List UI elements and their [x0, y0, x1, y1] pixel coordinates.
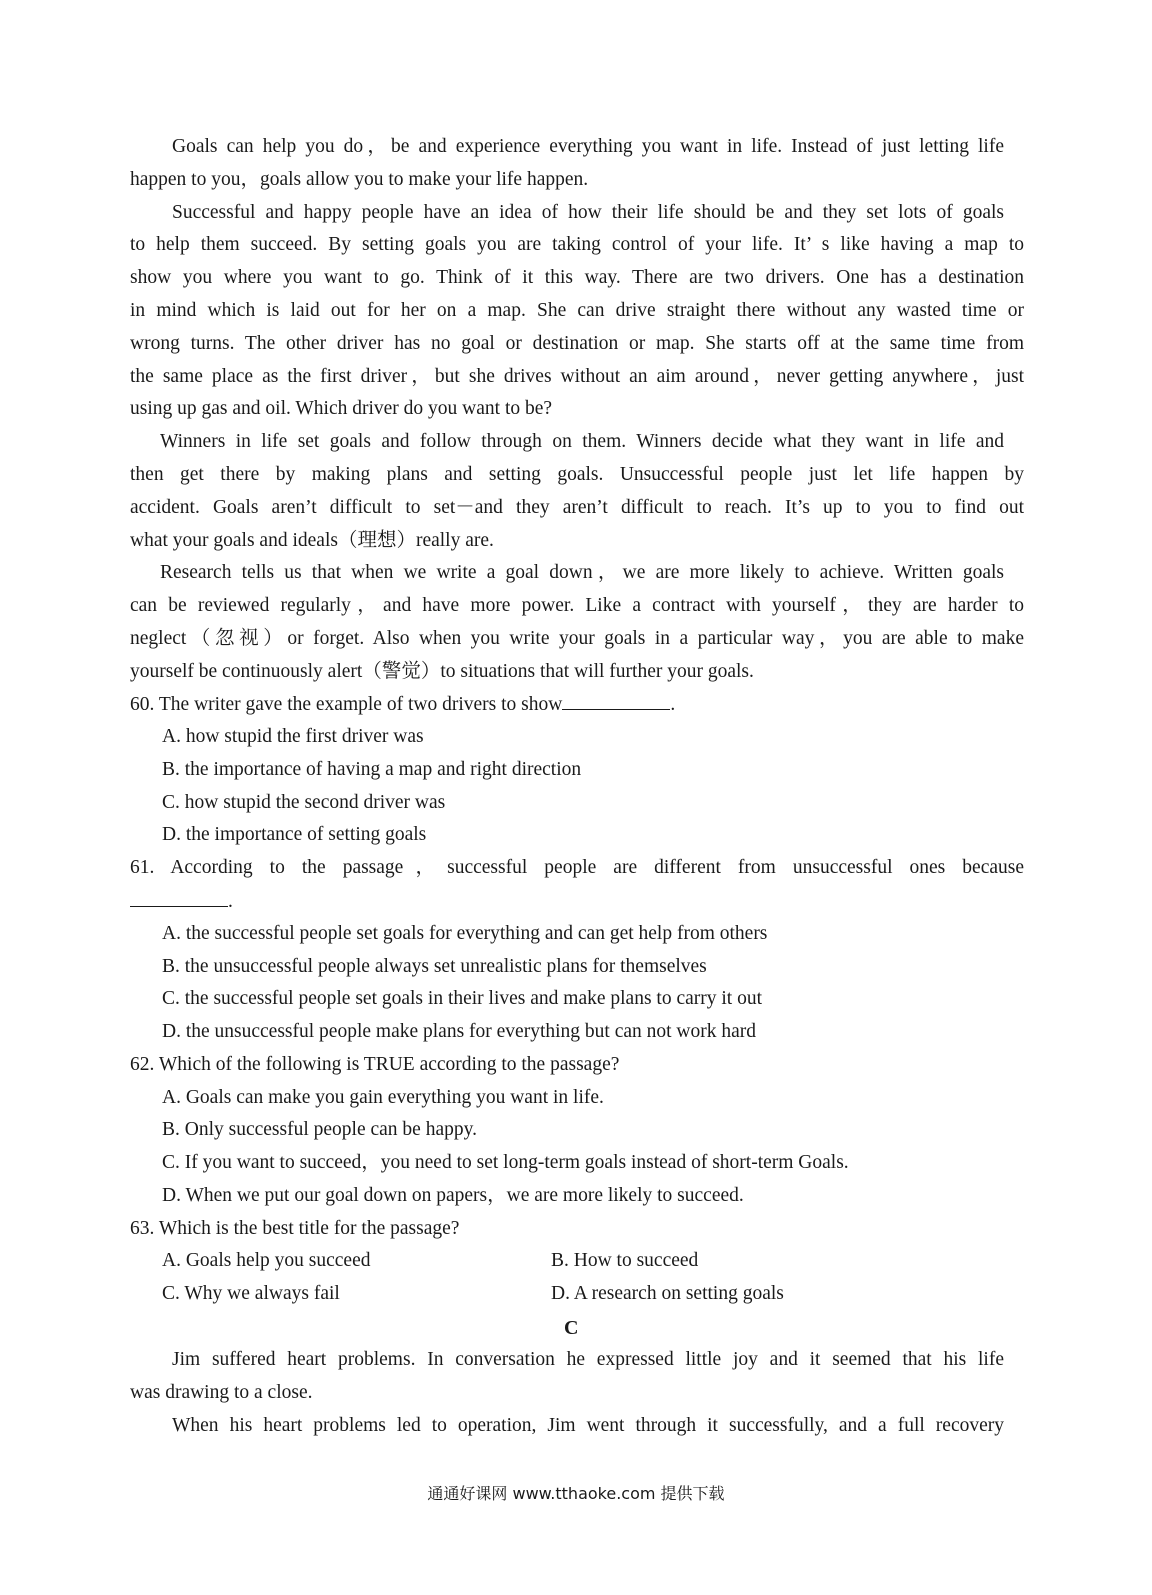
question-61-option-c: C. the successful people set goals in their lives and make plans to carry it out [162, 988, 763, 1009]
question-60-option-b: B. the importance of having a map and right direction [162, 759, 582, 780]
passage-p2-line1: Successful and happy people have an idea of how their life should be and they set lots of goals [172, 202, 1004, 223]
passage-p4-line2: can be reviewed regularly，and have more power. Like a contract with yourself，they are harder to [130, 595, 1024, 616]
question-60-stem: 60. The writer gave the example of two drivers to show . [130, 691, 1024, 718]
question-60-option-a: A. how stupid the first driver was [162, 726, 424, 747]
section-c-p1-line2: was drawing to a close. [130, 1382, 313, 1403]
passage-p1-line1: Goals can help you do，be and experience everything you want in life. Instead of just letting life [172, 136, 1004, 157]
question-62-stem: 62. Which of the following is TRUE according to the passage? [130, 1054, 620, 1075]
passage-p3-line3: accident. Goals aren’t difficult to set－and they aren’t difficult to reach. It’s up to you to find out [130, 497, 1024, 518]
question-61-blank-line: . [130, 888, 1024, 915]
question-63-option-a: A. Goals help you succeed [162, 1250, 371, 1271]
passage-p2-line2: to help them succeed. By setting goals you are taking control of your life. It’ s like having a map to [130, 234, 1024, 255]
passage-p2-line3: show you where you want to go. Think of it this way. There are two drivers. One has a destination [130, 267, 1024, 288]
passage-p2-line6: the same place as the first driver，but she drives without an aim around，never getting anywhere，just [130, 366, 1024, 387]
question-62-option-b: B. Only successful people can be happy. [162, 1119, 477, 1140]
passage-p3-line1: Winners in life set goals and follow through on them. Winners decide what they want in life and [160, 431, 1004, 452]
question-63-option-d: D. A research on setting goals [551, 1283, 784, 1304]
question-60-option-c: C. how stupid the second driver was [162, 792, 446, 813]
passage-p3-line4: what your goals and ideals（理想）really are. [130, 530, 494, 551]
section-c-p1-line1: Jim suffered heart problems. In conversation he expressed little joy and it seemed that his life [172, 1349, 1004, 1370]
passage-p4-line4: yourself be continuously alert（警觉）to situations that will further your goals. [130, 661, 754, 682]
passage-p2-line4: in mind which is laid out for her on a map. She can drive straight there without any wasted time or [130, 300, 1024, 321]
question-61-option-d: D. the unsuccessful people make plans for everything but can not work hard [162, 1021, 757, 1042]
question-62-option-a: A. Goals can make you gain everything you want in life. [162, 1087, 604, 1108]
passage-p4-line1: Research tells us that when we write a goal down，we are more likely to achieve. Written goals [160, 562, 1004, 583]
question-63-option-c: C. Why we always fail [162, 1283, 340, 1304]
question-60-option-d: D. the importance of setting goals [162, 824, 427, 845]
question-61-option-b: B. the unsuccessful people always set unrealistic plans for themselves [162, 956, 707, 977]
question-63-option-b: B. How to succeed [551, 1250, 699, 1271]
section-c-p2-line1: When his heart problems led to operation, Jim went through it successfully, and a full recovery [172, 1415, 1004, 1436]
question-61-stem: 61. According to the passage，successful people are different from unsuccessful ones because [130, 857, 1024, 878]
section-c-heading: C [564, 1317, 579, 1339]
question-62-option-d: D. When we put our goal down on papers，we are more likely to succeed. [162, 1185, 744, 1206]
passage-p2-line5: wrong turns. The other driver has no goal or destination or map. She starts off at the same time from [130, 333, 1024, 354]
answer-blank [130, 888, 228, 907]
passage-p1-line2: happen to you，goals allow you to make your life happen. [130, 169, 589, 190]
question-62-option-c: C. If you want to succeed，you need to set long-term goals instead of short-term Goals. [162, 1152, 849, 1173]
passage-p3-line2: then get there by making plans and setting goals. Unsuccessful people just let life happen by [130, 464, 1024, 485]
question-63-stem: 63. Which is the best title for the passage? [130, 1218, 460, 1239]
passage-p4-line3: neglect（忽视）or forget. Also when you write your goals in a particular way，you are able to make [130, 628, 1024, 649]
answer-blank [562, 691, 670, 710]
page-footer: 通通好课网 www.tthaoke.com 提供下载 [427, 1484, 725, 1503]
passage-p2-line7: using up gas and oil. Which driver do you want to be? [130, 398, 553, 419]
question-61-option-a: A. the successful people set goals for everything and can get help from others [162, 923, 768, 944]
